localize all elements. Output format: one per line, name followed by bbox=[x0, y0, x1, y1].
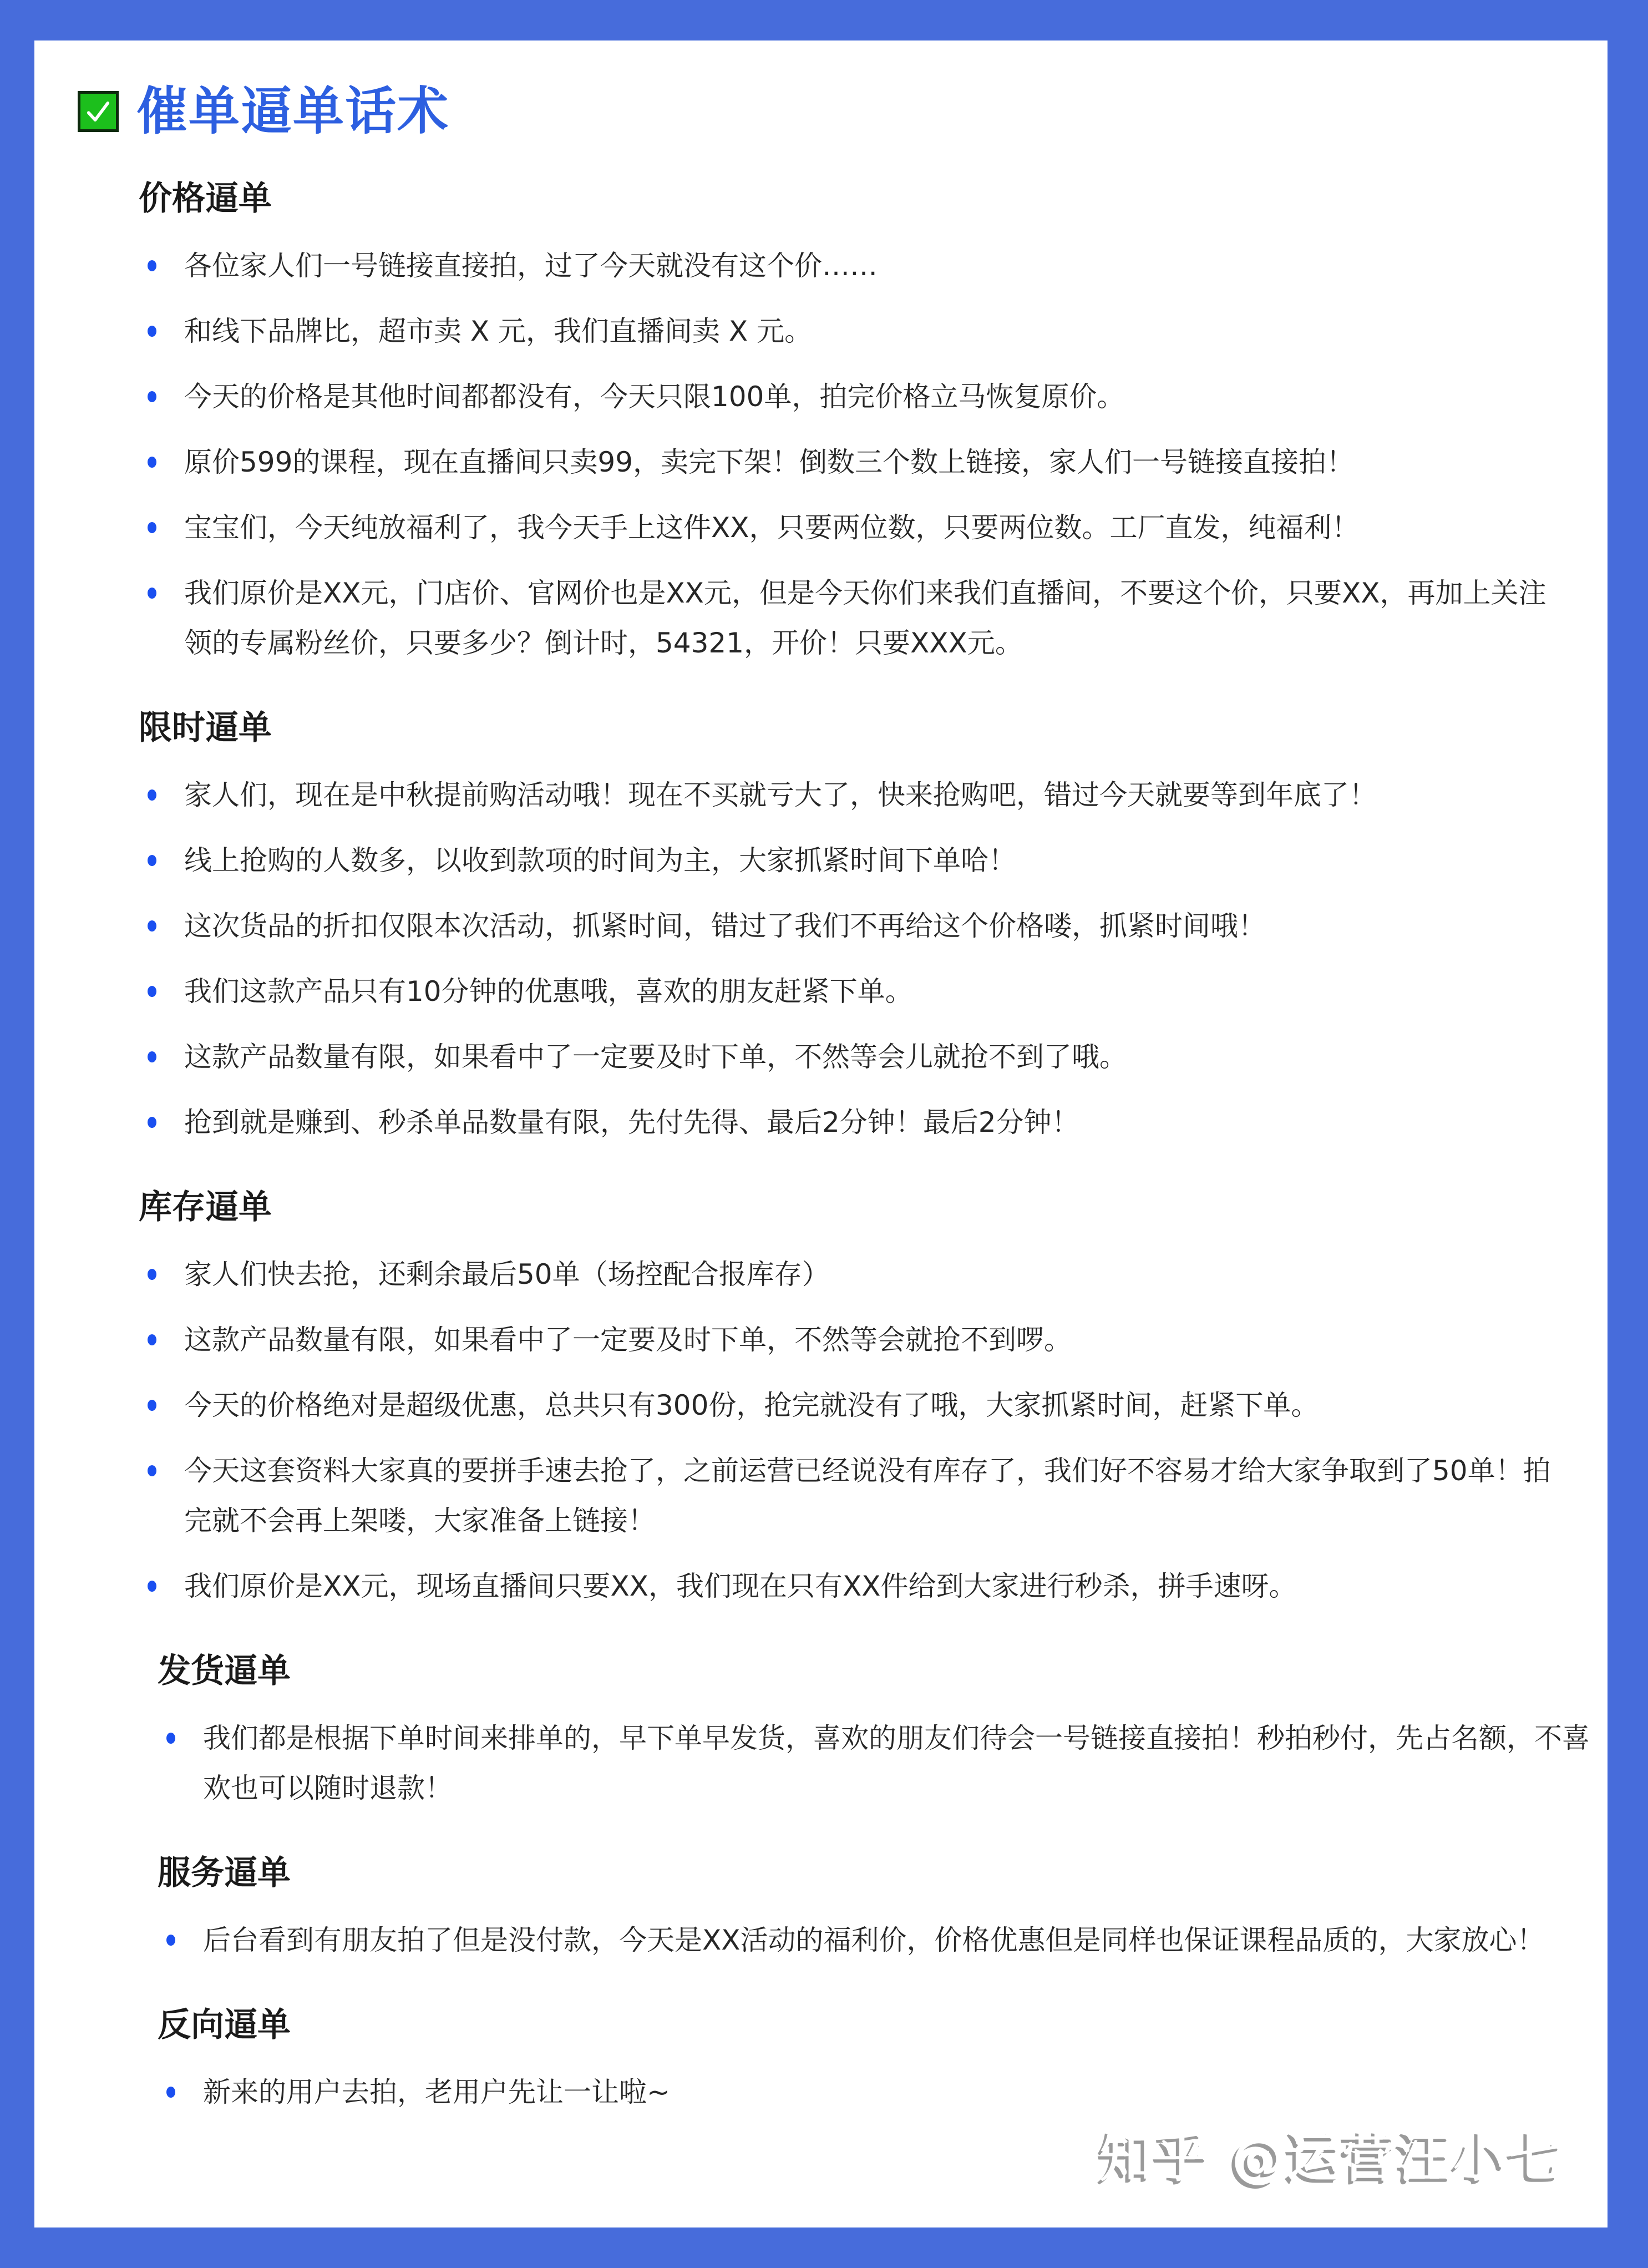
item-text: 抢到就是赚到、秒杀单品数量有限，先付先得、最后2分钟！最后2分钟！ bbox=[184, 1106, 1079, 1138]
bullet-icon bbox=[166, 1733, 175, 1744]
list-item bbox=[139, 836, 1571, 885]
bullet-list bbox=[158, 1915, 1581, 1965]
bullet-icon bbox=[148, 1269, 156, 1280]
list-item bbox=[139, 241, 1571, 291]
bullet-icon bbox=[148, 1051, 156, 1062]
bullet-list bbox=[139, 241, 1581, 668]
bullet-icon bbox=[148, 920, 156, 932]
list-item bbox=[139, 503, 1571, 553]
bullet-icon bbox=[148, 855, 156, 866]
bullet-icon bbox=[148, 1400, 156, 1411]
item-text: 这次货品的折扣仅限本次活动，抓紧时间，错过了我们不再给这个价格喽，抓紧时间哦！ bbox=[184, 910, 1266, 942]
list-item bbox=[139, 1315, 1571, 1365]
list-item bbox=[139, 568, 1571, 668]
list-item bbox=[139, 1446, 1571, 1546]
item-text: 各位家人们一号链接直接拍，过了今天就没有这个价…… bbox=[184, 250, 878, 282]
item-text: 后台看到有朋友拍了但是没付款，今天是XX活动的福利价，价格优惠但是同样也保证课程品质的，大家放心！ bbox=[203, 1924, 1545, 1956]
list-item bbox=[139, 1561, 1571, 1611]
section-heading: 库存逼单 bbox=[139, 1188, 272, 1227]
bullet-icon bbox=[166, 2087, 175, 2098]
document-card bbox=[34, 40, 1608, 2228]
list-item bbox=[158, 1915, 1590, 1965]
list-item bbox=[158, 1713, 1590, 1813]
list-item bbox=[139, 770, 1571, 820]
section-stock bbox=[139, 1188, 1581, 1654]
page-title: 催单逼单话术 bbox=[136, 82, 450, 141]
bullet-icon bbox=[148, 986, 156, 997]
section-reverse bbox=[158, 2008, 1581, 2117]
item-text: 原价599的课程，现在直播间只卖99，卖完下架！倒数三个数上链接，家人们一号链接直接拍！ bbox=[184, 446, 1355, 478]
watermark: 知乎 @运营汪小七 bbox=[1099, 2127, 1564, 2189]
section-heading: 服务逼单 bbox=[158, 1854, 291, 1892]
bullet-list bbox=[158, 2067, 1581, 2117]
checkbox-check-icon bbox=[78, 91, 119, 132]
bullet-icon bbox=[148, 457, 156, 468]
list-item bbox=[139, 1249, 1571, 1299]
item-text: 家人们快去抢，还剩余最后50单（场控配合报库存） bbox=[184, 1258, 830, 1290]
list-item bbox=[139, 372, 1571, 422]
item-text: 这款产品数量有限，如果看中了一定要及时下单，不然等会儿就抢不到了哦。 bbox=[184, 1041, 1127, 1073]
checkmark-icon bbox=[84, 97, 113, 126]
section-shipping bbox=[158, 1652, 1590, 1856]
list-item bbox=[139, 1097, 1571, 1147]
section-heading: 价格逼单 bbox=[139, 179, 272, 218]
item-text: 今天的价格绝对是超级优惠，总共只有300份，抢完就没有了哦，大家抓紧时间，赶紧下单。 bbox=[184, 1389, 1319, 1421]
bullet-icon bbox=[148, 522, 156, 533]
bullet-list bbox=[158, 1713, 1590, 1813]
item-text: 新来的用户去拍，老用户先让一让啦~ bbox=[203, 2076, 670, 2108]
bullet-icon bbox=[166, 1935, 175, 1946]
list-item bbox=[139, 437, 1571, 487]
section-limited-time bbox=[139, 708, 1581, 1191]
bullet-icon bbox=[148, 391, 156, 402]
bullet-icon bbox=[148, 1334, 156, 1345]
section-heading: 限时逼单 bbox=[139, 708, 272, 747]
item-text: 我们原价是XX元，现场直播间只要XX，我们现在只有XX件给到大家进行秒杀，拼手速呀。 bbox=[184, 1570, 1297, 1602]
content bbox=[139, 179, 1590, 2133]
section-heading: 发货逼单 bbox=[158, 1652, 291, 1690]
title-row bbox=[78, 82, 450, 141]
list-item bbox=[139, 901, 1571, 951]
section-heading: 反向逼单 bbox=[158, 2006, 291, 2044]
section-price bbox=[139, 179, 1581, 711]
list-item bbox=[139, 306, 1571, 356]
item-text: 这款产品数量有限，如果看中了一定要及时下单，不然等会就抢不到啰。 bbox=[184, 1324, 1072, 1356]
bullet-icon bbox=[148, 1465, 156, 1476]
bullet-icon bbox=[148, 588, 156, 599]
item-text: 家人们，现在是中秋提前购活动哦！现在不买就亏大了，快来抢购吧，错过今天就要等到年底了！ bbox=[184, 779, 1377, 811]
bullet-icon bbox=[148, 1581, 156, 1592]
item-text: 线上抢购的人数多，以收到款项的时间为主，大家抓紧时间下单哈！ bbox=[184, 844, 1016, 877]
bullet-icon bbox=[148, 789, 156, 801]
bullet-icon bbox=[148, 1117, 156, 1128]
list-item bbox=[139, 1032, 1571, 1082]
list-item bbox=[158, 2067, 1590, 2117]
item-text: 今天这套资料大家真的要拼手速去抢了，之前运营已经说没有库存了，我们好不容易才给大家争取到了50单！拍完就不会再上架喽，大家准备上链接！ bbox=[184, 1455, 1551, 1537]
section-service bbox=[158, 1856, 1581, 2008]
item-text: 我们这款产品只有10分钟的优惠哦，喜欢的朋友赶紧下单。 bbox=[184, 975, 913, 1008]
bullet-list bbox=[139, 1249, 1581, 1611]
list-item bbox=[139, 1380, 1571, 1430]
item-text: 我们原价是XX元，门店价、官网价也是XX元，但是今天你们来我们直播间，不要这个价，只要XX，再加上关注领的专属粉丝价，只要多少？倒计时，54321，开价！只要XXX元。 bbox=[184, 577, 1546, 659]
bullet-icon bbox=[148, 260, 156, 271]
item-text: 和线下品牌比，超市卖 X 元，我们直播间卖 X 元。 bbox=[184, 315, 813, 347]
bullet-list bbox=[139, 770, 1581, 1147]
list-item bbox=[139, 966, 1571, 1016]
item-text: 今天的价格是其他时间都都没有，今天只限100单，拍完价格立马恢复原价。 bbox=[184, 381, 1125, 413]
item-text: 我们都是根据下单时间来排单的，早下单早发货，喜欢的朋友们待会一号链接直接拍！秒拍秒付，先占名额，不喜欢也可以随时退款！ bbox=[203, 1722, 1590, 1804]
item-text: 宝宝们，今天纯放福利了，我今天手上这件XX，只要两位数，只要两位数。工厂直发，纯福利！ bbox=[184, 512, 1360, 544]
bullet-icon bbox=[148, 326, 156, 337]
